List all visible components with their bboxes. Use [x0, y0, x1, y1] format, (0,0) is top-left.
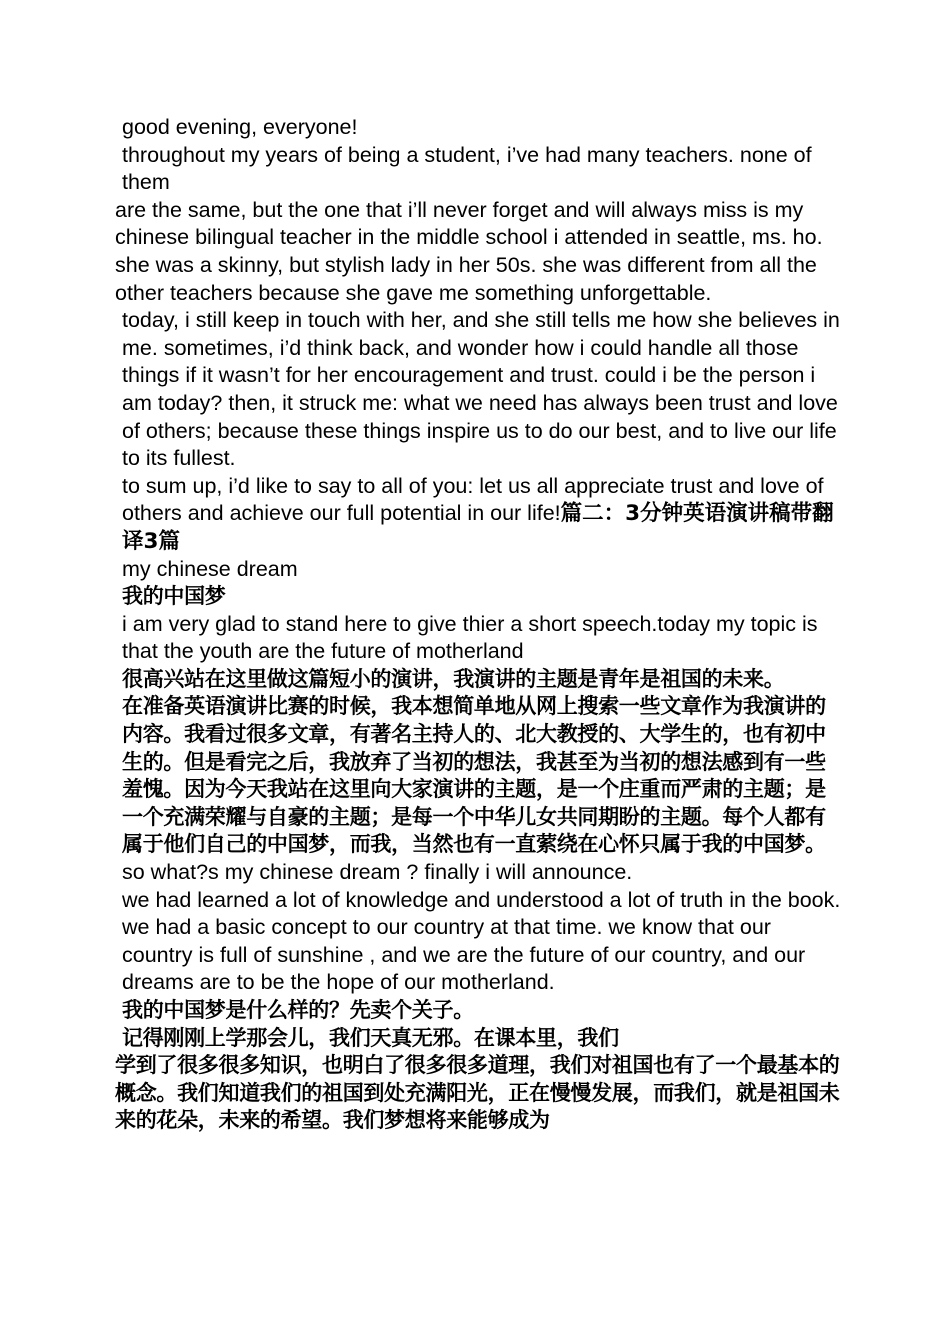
document-page [115, 114, 845, 1135]
chinese-paragraph-4-start: 记得刚刚上学那会儿，我们天真无邪。在课本里，我们 [122, 1025, 619, 1050]
greeting-line: good evening, everyone! [122, 115, 358, 139]
paragraph-5: so what?s my chinese dream ? finally i will announce. [122, 860, 633, 885]
paragraph-1-rest: are the same, but the one that i’ll never forget and will always miss is my chinese bilingual teacher in the middle school i attended in seattle, ms. ho. she was a skinny, but stylish lady in her 50s. she was different from all the other teachers because she gave me something unforgettable. [115, 197, 823, 305]
paragraph-1-start: throughout my years of being a student, i’ve had many teachers. none of them [122, 142, 812, 195]
chinese-paragraph-4-rest: 学到了很多很多知识，也明白了很多很多道理，我们对祖国也有了一个最基本的概念。我们知道我们的祖国到处充满阳光，正在慢慢发展，而我们，就是祖国未来的花朵，未来的希望。我们梦想将来能够成为 [115, 1053, 840, 1133]
paragraph-2: today, i still keep in touch with her, and she still tells me how she believes in me. sometimes, i’d think back, and wonder how i could handle all those things if it wasn’t for her encouragement and trust. could i be the person i am today? then, it struck me: what we need has always been trust and love of others; because these things inspire us to do our best, and to live our life to its fullest. [122, 308, 840, 471]
chinese-paragraph-1: 很高兴站在这里做这篇短小的演讲，我演讲的主题是青年是祖国的未来。 [122, 666, 785, 691]
paragraph-3-text: to sum up, i’d like to say to all of you: let us all appreciate trust and love of others and achieve our full potential in our life! [122, 473, 824, 526]
section-title-inline: 篇二：3分钟英语演讲稿带翻译3篇 [122, 501, 834, 554]
chinese-paragraph-3: 我的中国梦是什么样的？先卖个关子。 [122, 998, 474, 1022]
english-title: my chinese dream [122, 556, 298, 581]
chinese-paragraph-2: 在准备英语演讲比赛的时候，我本想简单地从网上搜索一些文章作为我演讲的内容。我看过很多文章，有著名主持人的、北大教授的、大学生的，也有初中生的。但是看完之后，我放弃了当初的想法，我甚至为当初的想法感到有一些羞愧。因为今天我站在这里向大家演讲的主题，是一个庄重而严肃的主题；是一个充满荣耀与自豪的主题；是每一个中华儿女共同期盼的主题。每个人都有属于他们自己的中国梦，而我，当然也有一直萦绕在心怀只属于我的中国梦。 [122, 694, 826, 857]
chinese-title: 我的中国梦 [122, 584, 226, 609]
paragraph-4: i am very glad to stand here to give thier a short speech.today my topic is that the youth are the future of motherland [122, 611, 818, 664]
paragraph-6: we had learned a lot of knowledge and understood a lot of truth in the book. we had a basic concept to our country at that time. we know that our country is full of sunshine , and we are the future of our country, and our dreams are to be the hope of our motherland. [122, 887, 841, 995]
paragraph-3 [115, 473, 845, 556]
